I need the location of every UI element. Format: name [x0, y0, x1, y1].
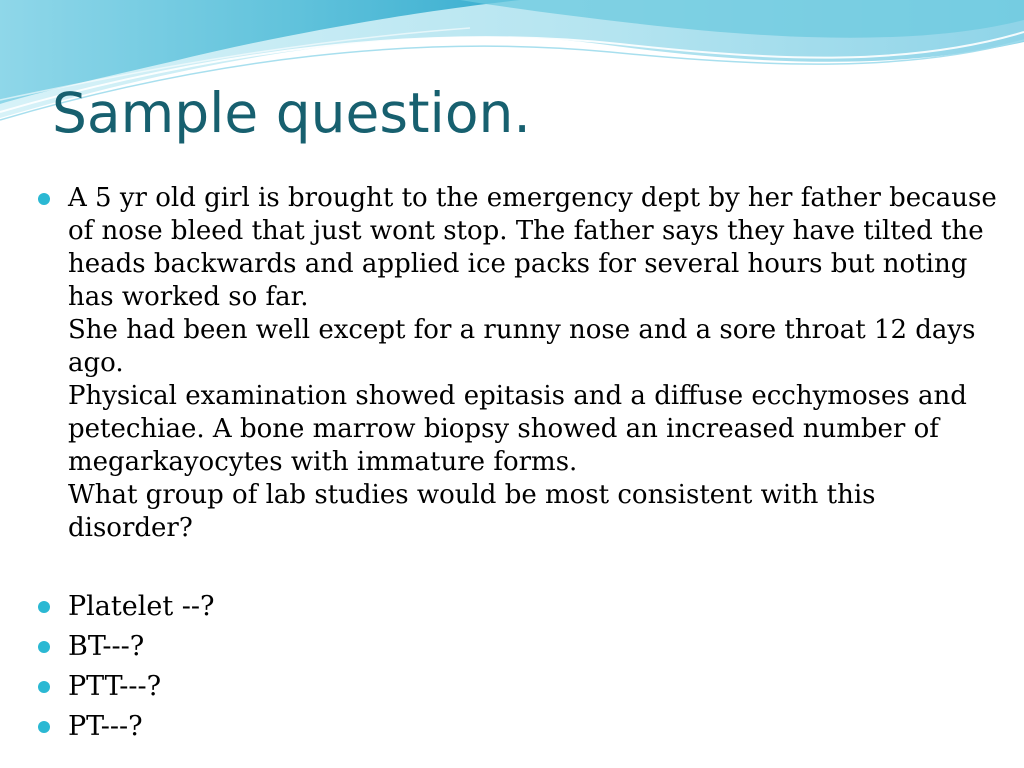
question-paragraph: What group of lab studies would be most consistent with this disorder?	[68, 480, 876, 543]
question-paragraph: She had been well except for a runny nose and a sore throat 12 days ago.	[68, 315, 976, 378]
answer-item-pt	[38, 707, 998, 747]
answer-label: BT---?	[68, 631, 145, 662]
slide-content	[38, 182, 998, 747]
answer-item-ptt	[38, 667, 998, 707]
bullet-dot-icon	[38, 641, 50, 653]
answer-item-bt	[38, 627, 998, 667]
slide-title: Sample question.	[52, 81, 531, 145]
question-paragraph: Physical examination showed epitasis and a diffuse ecchymoses and petechiae. A bone marrow biopsy showed an increased number of megarkayocytes with immature forms.	[68, 381, 967, 477]
answer-item-platelet	[38, 587, 998, 627]
answer-label: PT---?	[68, 711, 143, 742]
question-paragraph: A 5 yr old girl is brought to the emergency dept by her father because of nose bleed that just wont stop. The father says they have tilted the heads backwards and applied ice packs for several hours but noting has worked so far.	[68, 183, 997, 312]
bullet-dot-icon	[38, 721, 50, 733]
question-bullet	[38, 182, 998, 545]
answer-label: PTT---?	[68, 671, 162, 702]
answer-label: Platelet --?	[68, 591, 215, 622]
bullet-dot-icon	[38, 193, 50, 205]
bullet-dot-icon	[38, 601, 50, 613]
answer-list	[38, 587, 998, 747]
bullet-dot-icon	[38, 681, 50, 693]
